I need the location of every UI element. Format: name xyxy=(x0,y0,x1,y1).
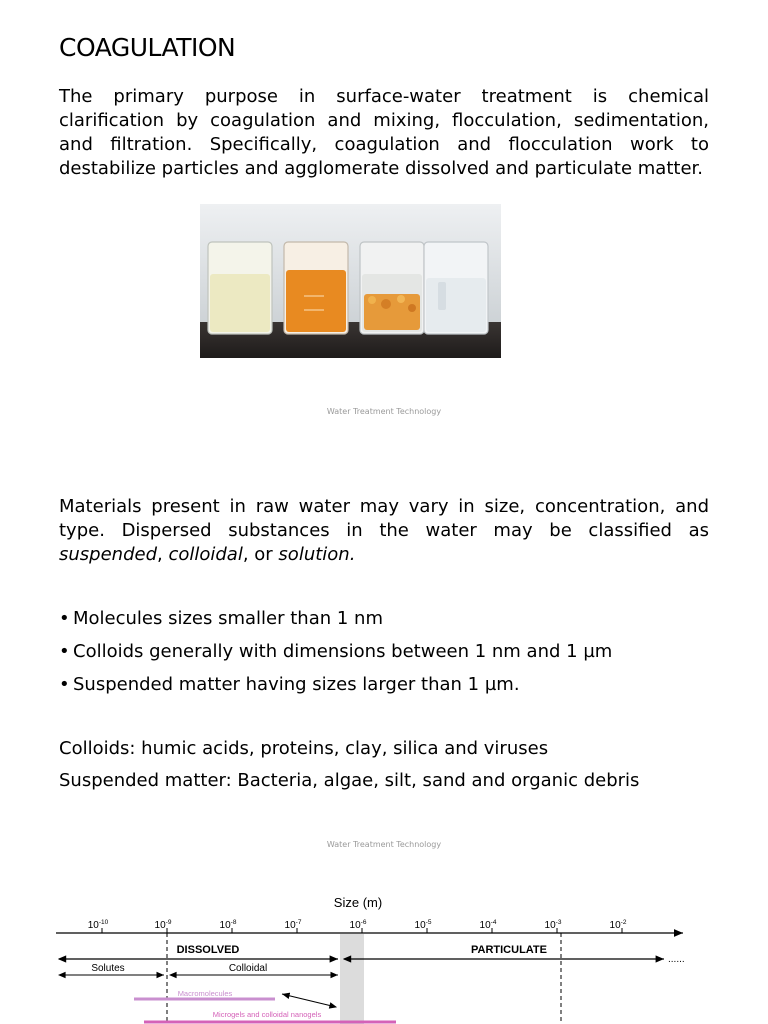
size-bullet-list xyxy=(59,607,612,706)
micron-band xyxy=(340,934,364,1024)
tick-label: $10^{-10}$ xyxy=(87,919,109,931)
list-item xyxy=(59,640,612,673)
bullet-icon: • xyxy=(59,608,70,629)
tick-label: $10^{-7}$ xyxy=(284,919,302,931)
term-colloidal: colloidal xyxy=(168,544,243,565)
tick-label: $10^{-6}$ xyxy=(349,919,367,931)
photo-credit: Water Treatment Technology xyxy=(326,407,442,416)
size-classification-diagram xyxy=(50,890,700,1024)
dissolved-label: DISSOLVED xyxy=(176,944,240,956)
bullet-icon: • xyxy=(59,641,70,662)
colloidal-label: Colloidal xyxy=(228,963,268,974)
continuation-dots: ...... xyxy=(668,954,685,965)
microgels-label: Microgels and colloidal nanogels xyxy=(212,1010,322,1019)
tick-label: $10^{-3}$ xyxy=(544,919,562,931)
bullet-text: Suspended matter having sizes larger than 1 µm. xyxy=(73,674,520,695)
tick-label: $10^{-8}$ xyxy=(219,919,237,931)
pointer-arrow xyxy=(282,994,336,1007)
materials-paragraph xyxy=(59,495,709,567)
colloids-line: Colloids: humic acids, proteins, clay, silica and viruses xyxy=(59,738,549,759)
list-item xyxy=(59,607,612,640)
bullet-text: Molecules sizes smaller than 1 nm xyxy=(73,608,383,629)
bullet-icon: • xyxy=(59,674,70,695)
tick-label: $10^{-5}$ xyxy=(414,919,432,931)
separator: , or xyxy=(242,544,279,565)
separator: , xyxy=(157,544,169,565)
page-title: COAGULATION xyxy=(59,33,236,62)
tick-label: $10^{-2}$ xyxy=(609,919,627,931)
bullet-text: Colloids generally with dimensions between 1 nm and 1 µm xyxy=(73,641,613,662)
diagram-credit: Water Treatment Technology xyxy=(326,840,442,849)
term-suspended: suspended xyxy=(59,544,157,565)
axis-title: Size (m) xyxy=(333,895,383,910)
intro-paragraph: The primary purpose in surface-water treatment is chemical clarification by coagulation and mixing, flocculation, sedimentation, and filtration. Specifically, coagulation and flocculation work to destabilize particles and agglomerate dissolved and particulate matter. xyxy=(59,86,709,179)
beakers-photo xyxy=(200,204,501,358)
macromolecules-label: Macromolecules xyxy=(177,989,233,998)
particulate-label: PARTICULATE xyxy=(471,944,547,956)
axis-ticks xyxy=(88,919,627,933)
tick-label: $10^{-4}$ xyxy=(479,919,497,931)
list-item xyxy=(59,673,612,706)
materials-lead: Materials present in raw water may vary in size, concentration, and type. Dispersed substances in the water may be classified as xyxy=(59,496,709,541)
solutes-label: Solutes xyxy=(91,963,125,974)
suspended-line: Suspended matter: Bacteria, algae, silt, sand and organic debris xyxy=(59,770,640,791)
tick-label: $10^{-9}$ xyxy=(154,919,172,931)
term-solution: solution. xyxy=(278,544,356,565)
